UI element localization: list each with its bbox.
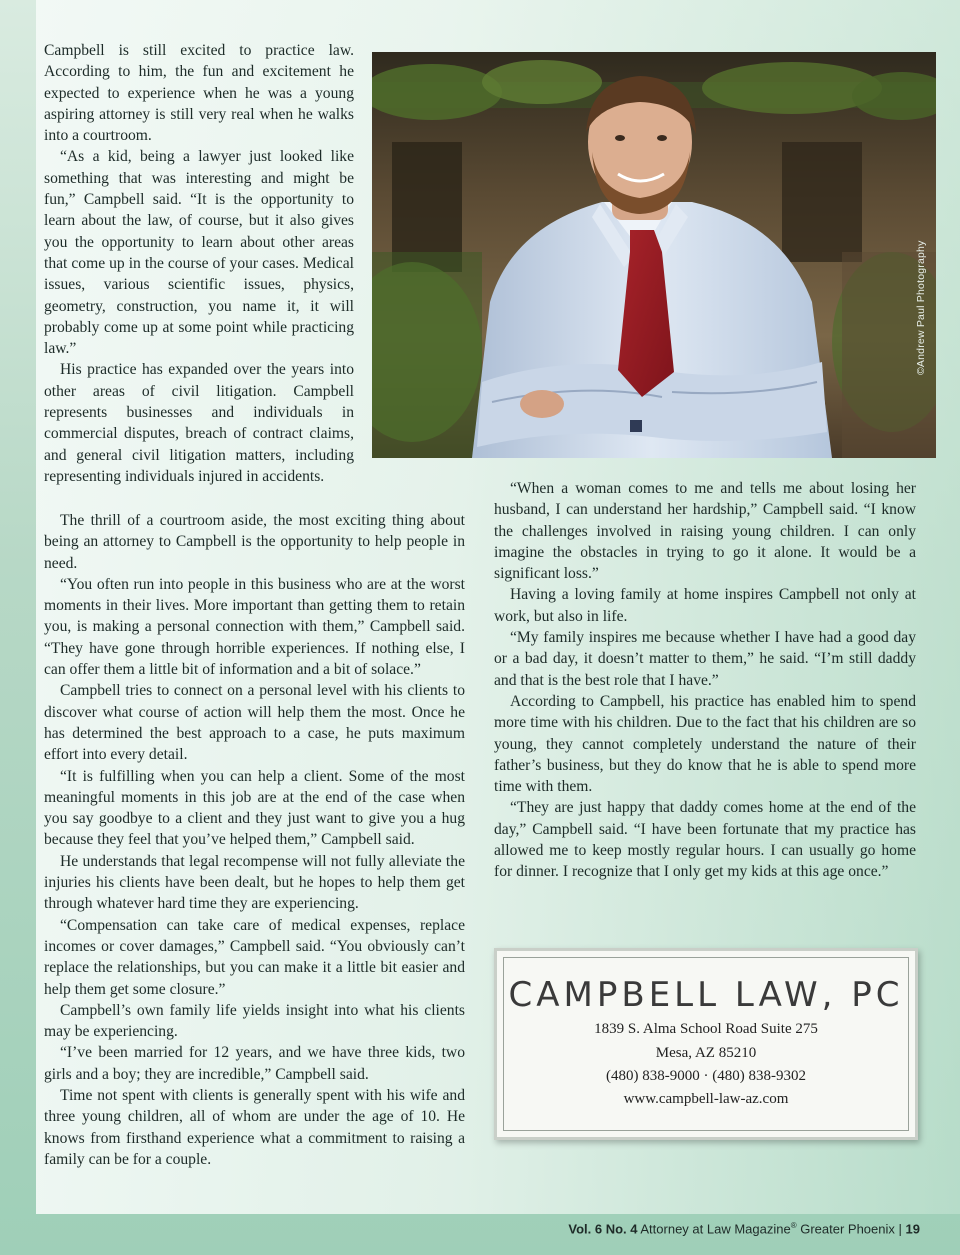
article-paragraph: Campbell’s own family life yields insight into what his clients may be experiencing. [44,1001,465,1041]
issue-number: Vol. 6 No. 4 [568,1221,638,1237]
article-paragraph: He understands that legal recompense will not fully alleviate the injuries his clients have been dealt, but he hopes to help them get through whatever hard time they are experiencing. [44,852,465,913]
article-paragraph: “They are just happy that daddy comes home at the end of the day,” Campbell said. “I have been fortunate that my practice has allowed me to keep mostly regular hours. I can usually go home for dinner. I recognize that I only get my kids at this age once.” [494,799,916,881]
article-paragraph: Campbell is still excited to practice law. According to him, the fun and excitement he expected to experience when he was a young aspiring attorney is still very real when he walks into a courtroom. [44,42,354,145]
firm-phones: (480) 838-9000 · (480) 838-9302 [606,1068,806,1084]
law-firm-advertisement [494,948,918,1140]
article-paragraph: “It is fulfilling when you can help a client. Some of the most meaningful moments in this job are at the end of the case when you say goodbye to a client and they just want to give you a hug because they feel that you’ve helped them,” Campbell said. [44,767,465,849]
firm-website[interactable]: www.campbell-law-az.com [623,1091,789,1107]
page-number: 19 [905,1221,920,1237]
firm-address: 1839 S. Alma School Road Suite 275 [594,1021,818,1037]
article-paragraph: The thrill of a courtroom aside, the most exciting thing about being an attorney to Campbell is the opportunity to help people in need. [44,512,465,572]
portrait-illustration [372,52,936,458]
article-paragraph: Having a loving family at home inspires Campbell not only at work, but also in life. [494,586,916,625]
article-paragraph: His practice has expanded over the years into other areas of civil litigation. Campbell represents businesses and individuals in commercial disputes, breach of contract claims, and general civil litigation matters, including representing individuals injured in accidents. [44,361,354,485]
magazine-name: Attorney at Law Magazine [640,1221,791,1237]
attorney-portrait-photo [372,52,936,458]
article-column-left-top [44,40,354,487]
article-paragraph: Time not spent with clients is generally spent with his wife and three young children, all of whom are under the age of 10. He knows from firsthand experience what a commitment to raising a family can be for a couple. [44,1087,465,1168]
page-footer [568,1221,920,1236]
article-paragraph: “You often run into people in this business who are at the worst moments in their lives. More important than getting them to retain you, is making a personal connection with them,” Campbell said. “They have gone through horrible experiences. If nothing else, I can offer them a little bit of information and a bit of solace.” [44,575,465,679]
firm-city: Mesa, AZ 85210 [655,1045,757,1061]
article-paragraph: “As a kid, being a lawyer just looked like something that was interesting and might be fun,” Campbell said. “It is the opportunity to learn about the law, of course, but it also gives you the opportunity to learn about other areas that come up in the course of your cases. Medical issues, various scientific issues, physics, geometry, construction, you name it, it will probably come up at some point while practicing law.” [44,148,354,358]
article-paragraph: Campbell tries to connect on a personal level with his clients to discover what course of action will help them the most. Once he has determined the best approach to a case, he puts maximum effort into every detail. [44,682,465,764]
article-paragraph: “My family inspires me because whether I have had a good day or a bad day, it doesn’t matter to them,” he said. “I’m still daddy and that is the best role that I have.” [494,629,916,689]
edition-name: Greater Phoenix [796,1221,895,1237]
article-paragraph: “Compensation can take care of medical expenses, replace incomes or cover damages,” Campbell said. “You obviously can’t replace the relationships, but you can make it a little bit easier and help them get some closure.” [44,916,465,998]
article-paragraph: “I’ve been married for 12 years, and we have three kids, two girls and a boy; they are incredible,” Campbell said. [44,1044,465,1083]
article-column-left-bottom [44,510,465,1170]
article-column-right [494,478,916,883]
article-paragraph: According to Campbell, his practice has enabled him to spend more time with his children. Due to the fact that his children are so young, they cannot completely understand the nature of their father’s business, but they do know that he is able to spend more time with them. [494,692,916,796]
registered-mark: ® [790,1221,797,1230]
firm-name: CAMPBELL LAW, PC [508,975,904,1015]
article-paragraph: “When a woman comes to me and tells me about losing her husband, I can understand her hardship,” Campbell said. “I know the challenges involved in raising young children. I can only imagine the obstacles in trying to go it alone. It would be a significant loss.” [494,480,916,583]
photo-credit: ©Andrew Paul Photography [915,240,927,375]
footer-separator: | [898,1221,902,1237]
